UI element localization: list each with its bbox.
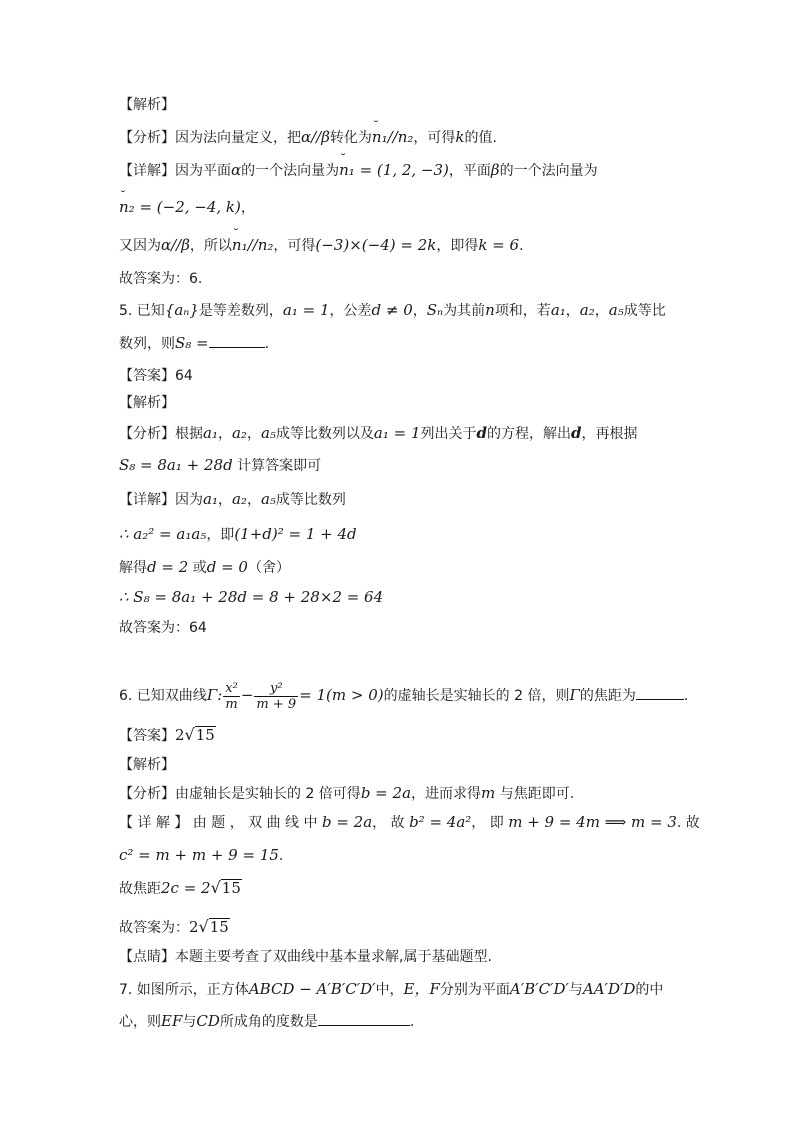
detail-line — [119, 198, 255, 217]
math: a₁ — [203, 424, 218, 442]
detail-line — [119, 236, 524, 255]
text: ，可得 — [273, 238, 316, 254]
text: . — [519, 238, 524, 254]
math: d — [571, 424, 582, 442]
question-6 — [119, 676, 688, 715]
math: β — [490, 161, 500, 179]
math: a₅ — [260, 490, 276, 508]
text: 的中 — [635, 982, 664, 998]
text: （舍） — [247, 560, 290, 576]
fraction — [254, 681, 298, 712]
math: d = 0 — [206, 558, 248, 576]
text: ， — [240, 200, 255, 216]
text: ， 故 — [372, 815, 410, 831]
text: . 故 — [676, 815, 700, 831]
math: a₁ = 1 — [282, 301, 330, 319]
question-5-cont — [119, 334, 269, 353]
math: a₅ — [260, 424, 276, 442]
text: 5. 已知 — [119, 303, 165, 319]
math: a₂ — [579, 301, 595, 319]
math: ABCD − A′B′C′D′ — [248, 980, 376, 998]
math: (1+d)² = 1 + 4d — [234, 525, 357, 543]
question-5 — [119, 301, 666, 320]
math: 15 — [209, 918, 229, 936]
text: 【分析】根据 — [119, 426, 203, 442]
math: b = 2a — [321, 813, 373, 831]
detail-line — [119, 813, 700, 832]
text: ， — [246, 426, 261, 442]
text: ，公差 — [329, 303, 372, 319]
math: 2c = 2 — [161, 879, 211, 897]
math: d = 2 — [147, 558, 189, 576]
text: 6. 已知双曲线 — [119, 688, 207, 704]
question-7-cont — [119, 1012, 414, 1031]
analysis-line — [119, 456, 321, 475]
math: d — [476, 424, 488, 442]
math: b² = 4a² — [409, 813, 472, 831]
math: = 1(m > 0) — [299, 686, 384, 704]
text: 【详解】因为 — [119, 492, 203, 508]
text: ， 即 — [471, 815, 509, 831]
text: 故答案为：64 — [119, 620, 207, 636]
math: ∴ a₂² = a₁a₅ — [119, 525, 207, 543]
math: α//β — [161, 236, 190, 254]
math: k = 6 — [478, 236, 520, 254]
answer-line — [119, 619, 207, 637]
text: 故答案为：6. — [119, 271, 203, 287]
math: a₂ — [231, 490, 247, 508]
numerator: x² — [225, 680, 238, 696]
text: ， — [594, 303, 609, 319]
text: 转化为 — [329, 130, 372, 146]
math: a₅ — [608, 301, 624, 319]
text: 的一个法向量为 — [499, 163, 598, 179]
text: 【详解】因为平面 — [119, 163, 231, 179]
text: 【分析】因为法向量定义，把 — [119, 130, 301, 146]
text: 项和，若 — [494, 303, 551, 319]
text: 成等比数列以及 — [275, 426, 374, 442]
text: ，可得 — [413, 130, 456, 146]
math: 2 — [189, 918, 199, 936]
detail-line — [119, 588, 383, 607]
math: ∴ S₈ = 8a₁ + 28d = 8 + 28×2 = 64 — [119, 588, 384, 606]
text: 成等比 — [623, 303, 666, 319]
detail-line — [119, 846, 283, 865]
math-vector: ˘ n₁ = (1, 2, −3) — [339, 161, 449, 179]
text: 的方程，解出 — [487, 426, 572, 442]
math: c² = m + m + 9 = 15 — [119, 846, 279, 864]
text: ，进而求得 — [411, 786, 482, 802]
math: − — [240, 686, 254, 704]
answer-blank — [209, 335, 265, 348]
text: 【 详 解 】 由 题 ， 双 曲 线 中 — [119, 815, 322, 831]
answer-blank — [318, 1013, 410, 1026]
math: α//β — [301, 128, 330, 146]
text: 7. 如图所示，正方体 — [119, 982, 249, 998]
text: 中， — [375, 982, 404, 998]
math-vector: ˘ n₁//n₂ — [232, 236, 273, 254]
comment-line — [119, 948, 492, 966]
detail-line — [119, 490, 346, 509]
text: ， — [412, 303, 427, 319]
text: ，所以 — [189, 238, 232, 254]
answer-blank — [636, 687, 684, 700]
math: n — [485, 301, 495, 319]
section-label-analysis — [119, 96, 175, 114]
math: a₁ — [203, 490, 218, 508]
text: 【点睛】本题主要考查了双曲线中基本量求解,属于基础题型. — [119, 949, 492, 965]
math-vector: ˘ n₂ = (−2, −4, k) — [119, 198, 241, 216]
text: 数列，则 — [119, 336, 175, 352]
text: ， — [246, 492, 261, 508]
math: m — [481, 784, 496, 802]
text: 心，则 — [119, 1014, 161, 1030]
math: 15 — [195, 726, 215, 744]
text: 【分析】由虚轴长是实轴长的 2 倍可得 — [119, 786, 361, 802]
math: CD — [196, 1012, 220, 1030]
text: 【解析】 — [119, 97, 175, 113]
sqrt-icon: √ — [210, 878, 221, 897]
fraction — [223, 681, 240, 712]
math: a₁ = 1 — [373, 424, 421, 442]
text: ， — [565, 303, 580, 319]
text: 【解析】 — [119, 757, 175, 773]
detail-line — [119, 525, 357, 544]
math: A′B′C′D′ — [509, 980, 569, 998]
math: {aₙ} — [164, 301, 199, 319]
math: a₂ — [231, 424, 247, 442]
math: Γ: — [206, 686, 223, 704]
text: 是等差数列， — [198, 303, 283, 319]
text: 分别为平面 — [439, 982, 510, 998]
answer-label — [119, 367, 193, 385]
text: . — [409, 1014, 415, 1030]
detail-line — [119, 558, 290, 577]
text: . — [278, 848, 284, 864]
text: 的焦距为 — [579, 688, 636, 704]
answer-line — [119, 918, 230, 937]
text: ，再根据 — [581, 426, 638, 442]
text: 【答案】 — [119, 368, 175, 384]
text: . — [264, 336, 270, 352]
text: ， — [217, 492, 232, 508]
text: ，即 — [206, 527, 235, 543]
math: d ≠ 0 — [371, 301, 413, 319]
text: ，即得 — [436, 238, 479, 254]
question-7 — [119, 980, 663, 999]
math: m + 9 = 4m ⟹ m = 3 — [508, 813, 677, 831]
section-label-analysis — [119, 394, 175, 412]
denominator: m + 9 — [256, 696, 297, 712]
math: 2 — [175, 726, 185, 744]
sqrt-icon: √ — [198, 917, 209, 936]
text: 的一个法向量为 — [241, 163, 340, 179]
text: . — [683, 688, 689, 704]
numerator: y² — [254, 681, 298, 697]
math: E，F — [403, 980, 440, 998]
math: a₁ — [550, 301, 566, 319]
math: Γ — [569, 686, 580, 704]
text: 故答案为： — [119, 920, 189, 936]
math: EF — [161, 1012, 183, 1030]
text: 解得 — [119, 560, 147, 576]
math: 15 — [221, 879, 241, 897]
text: 或 — [188, 560, 207, 576]
text: 与焦距即可. — [495, 786, 575, 802]
text: 为其前 — [443, 303, 486, 319]
text: 的值. — [464, 130, 497, 146]
text: 所成角的度数是 — [219, 1014, 318, 1030]
math: S₈ = — [175, 334, 209, 352]
denominator: m — [225, 696, 238, 712]
analysis-line — [119, 784, 574, 803]
math: Sₙ — [426, 301, 444, 319]
text: 列出关于 — [420, 426, 477, 442]
detail-line — [119, 161, 598, 180]
math: AA′D′D — [582, 980, 636, 998]
math: S₈ = 8a₁ + 28d — [119, 456, 233, 474]
text: 与 — [568, 982, 583, 998]
answer-label — [119, 726, 216, 745]
text: ， — [217, 426, 232, 442]
answer-value: 64 — [175, 368, 193, 384]
text: 【解析】 — [119, 395, 175, 411]
text: 【答案】 — [119, 728, 175, 744]
text: 与 — [182, 1014, 197, 1030]
sqrt-icon: √ — [184, 725, 195, 744]
answer-line — [119, 270, 202, 288]
text: ，平面 — [448, 163, 491, 179]
math: b = 2a — [360, 784, 412, 802]
math: k — [455, 128, 465, 146]
analysis-line — [119, 424, 638, 443]
math-vector: ˘ n₁//n₂ — [372, 128, 413, 146]
text: 成等比数列 — [275, 492, 346, 508]
analysis-line — [119, 128, 497, 147]
math: α — [231, 161, 242, 179]
section-label-analysis — [119, 756, 175, 774]
text: 又因为 — [119, 238, 161, 254]
text: 的虚轴长是实轴长的 2 倍，则 — [383, 688, 570, 704]
text: 计算答案即可 — [232, 458, 322, 474]
math: (−3)×(−4) = 2k — [315, 236, 437, 254]
detail-line — [119, 879, 242, 898]
text: 故焦距 — [119, 881, 161, 897]
